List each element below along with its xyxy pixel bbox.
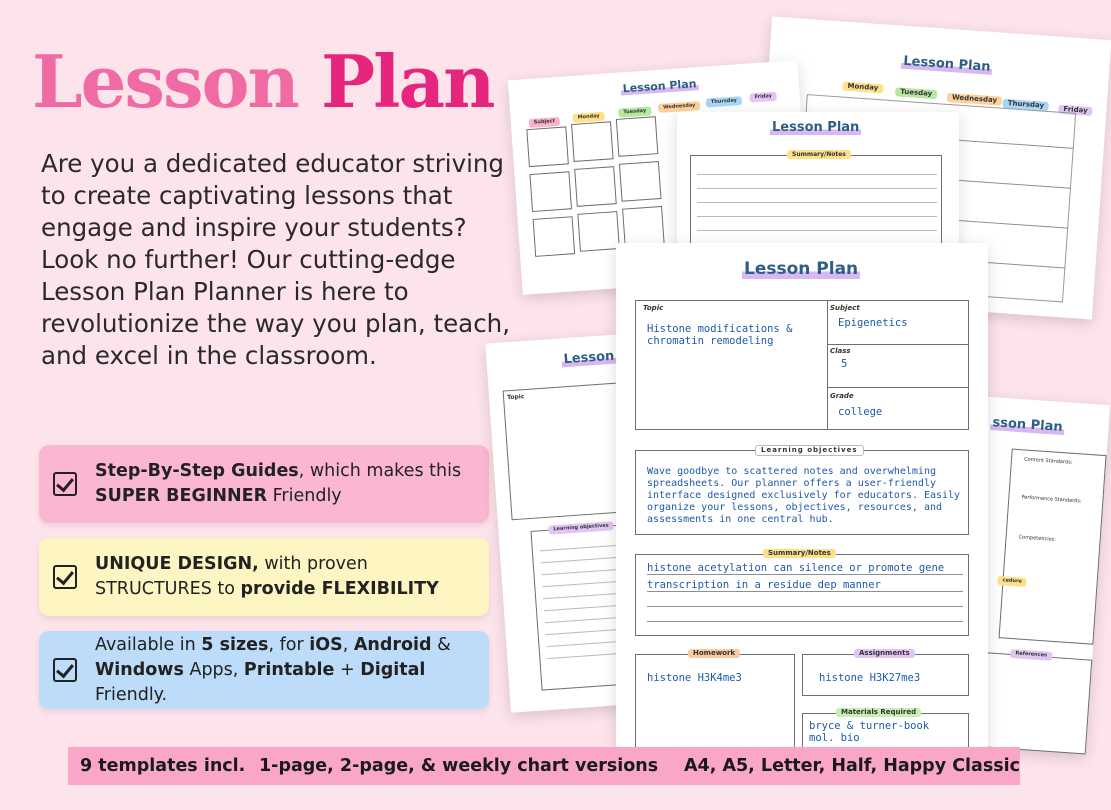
page-heading: Lesson Plan <box>772 120 860 135</box>
day-tag: Subject <box>529 117 561 128</box>
day-tag: Thursday <box>1002 99 1049 111</box>
subject-label: Subject <box>830 304 860 312</box>
page-heading: Lesson Plan <box>744 259 859 279</box>
feature-text: Step-By-Step Guides, which makes this SUPER BEGINNER Friendly <box>95 461 462 506</box>
lesson-plan-front-page <box>616 243 988 753</box>
topic-label: Topic <box>643 304 664 312</box>
day-tag: Tuesday <box>618 106 651 117</box>
performance-standards-label: Performance Standards: <box>1021 494 1082 505</box>
day-tag: Monday <box>842 82 883 94</box>
checkbox-icon <box>53 658 77 682</box>
feature-step-by-step <box>39 445 489 523</box>
grade-label: Grade <box>830 392 854 400</box>
homework-value: histone H3K4me3 <box>647 672 742 684</box>
references-label: References <box>1010 649 1052 661</box>
day-tag: Thursday <box>706 96 743 107</box>
footer-banner <box>68 747 1020 785</box>
day-tag: Wednesday <box>658 101 701 113</box>
summary-line-2: transcription in a residue dep manner <box>647 579 881 591</box>
class-label: Class <box>830 347 851 355</box>
summary-label: Summary/Notes <box>787 150 851 159</box>
page-heading: Lesson Plan <box>622 77 697 96</box>
competencies-label: Competencies: <box>1018 534 1057 543</box>
page-heading: Lesson <box>563 348 615 368</box>
homework-label: Homework <box>688 649 740 658</box>
grade-value: college <box>838 406 883 418</box>
feature-text: Available in 5 sizes, for iOS, Android & Windows Apps, Printable + Digital Friendly. <box>95 634 451 705</box>
topic-label: Topic <box>506 393 525 402</box>
objectives-value: Wave goodbye to scattered notes and overwhelming spreadsheets. Our planner offers a user-friendly interface designed exclusively for educators. Easily organize your lessons, objectives, resources, and assessments in one central hub. <box>647 466 961 525</box>
feature-text: UNIQUE DESIGN, with proven STRUCTURES to provide FLEXIBILITY <box>95 554 439 599</box>
feature-available-sizes <box>39 631 489 709</box>
intro-paragraph: Are you a dedicated educator striving to create captivating lessons that engage and inspire your students? Look no further! Our cutting-edge Lesson Plan Planner is here to revolutionize the way you plan, teach, and excel in the classroom. <box>41 149 510 370</box>
page-heading: Lesson Plan <box>902 53 992 75</box>
page-title <box>32 39 494 124</box>
footer-versions: 1-page, 2-page, & weekly chart versions <box>259 756 659 776</box>
class-value: 5 <box>841 358 848 370</box>
checkbox-icon <box>53 472 77 496</box>
page-heading: sson Plan <box>992 415 1064 436</box>
materials-label: Materials Required <box>836 708 921 717</box>
day-tag: Friday <box>1058 105 1093 116</box>
day-tag: Wednesday <box>947 93 1003 106</box>
materials-value: bryce & turner-book mol. bio <box>809 720 930 744</box>
feature-unique-design <box>39 538 489 616</box>
objectives-label: Learning objectives <box>755 445 864 456</box>
title-word-lesson: Lesson <box>32 39 298 124</box>
checkbox-icon <box>53 565 77 589</box>
content-standards-label: Content Standards: <box>1023 456 1073 466</box>
day-tag: Friday <box>749 92 777 103</box>
summary-label: Summary/Notes <box>763 549 836 558</box>
day-tag: Tuesday <box>895 87 938 99</box>
procedure-label: cedure <box>997 576 1027 587</box>
day-tag: Monday <box>572 112 605 123</box>
subject-value: Epigenetics <box>838 317 908 329</box>
title-word-plan: Plan <box>320 39 494 124</box>
assignments-label: Assignments <box>854 649 915 658</box>
summary-line-1: histone acetylation can silence or promote gene <box>647 562 945 574</box>
footer-templates: 9 templates incl. <box>80 756 246 776</box>
objectives-label: Learning objectives <box>548 521 614 535</box>
footer-sizes: A4, A5, Letter, Half, Happy Classic <box>684 756 1021 776</box>
topic-value: Histone modifications & chromatin remodeling <box>647 323 793 347</box>
assignments-value: histone H3K27me3 <box>819 672 921 684</box>
